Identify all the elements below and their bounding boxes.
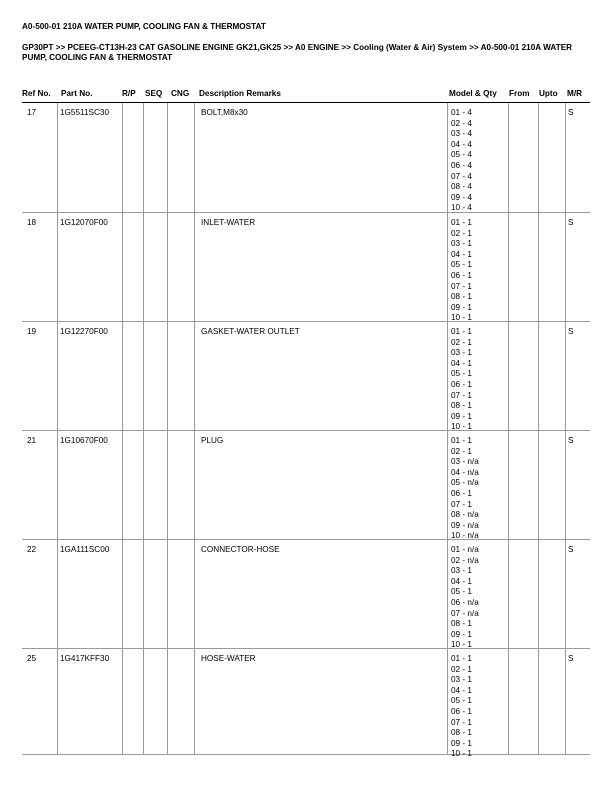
model-qty-list (451, 108, 472, 214)
table-row (22, 431, 590, 540)
model-qty-item: 03 - 1 (451, 239, 472, 249)
column-divider (57, 103, 58, 212)
model-qty-item: 02 - 1 (451, 446, 472, 456)
column-divider (508, 649, 509, 754)
column-divider (143, 322, 144, 430)
model-qty-item: 06 - 1 (451, 706, 472, 716)
part-no-cell: 1G10670F00 (60, 436, 108, 445)
breadcrumb: GP30PT >> PCEEG-CT13H-23 CAT GASOLINE ENGINE GK21,GK25 >> A0 ENGINE >> Cooling (Water & Air) System >> A0-500-01 210A WATER PUMP, COOLING FAN & THERMOSTAT (22, 43, 573, 62)
model-qty-item: 01 - 1 (451, 218, 472, 227)
part-no-cell: 1G5511SC30 (60, 108, 110, 117)
column-divider (143, 540, 144, 648)
model-qty-item: 06 - 1 (451, 270, 472, 280)
model-qty-item: 07 - 1 (451, 390, 472, 400)
table-row (22, 540, 590, 649)
column-divider (565, 649, 566, 754)
parts-table (22, 103, 590, 759)
model-qty-item: 03 - 4 (451, 129, 472, 139)
col-header-part-no: Part No. (61, 89, 93, 98)
model-qty-item: 03 - 1 (451, 675, 472, 685)
mr-cell: S (568, 108, 574, 117)
model-qty-item: 06 - n/a (451, 597, 479, 607)
column-divider (122, 431, 123, 539)
column-divider (447, 322, 448, 430)
ref-no-cell: 25 (27, 654, 37, 663)
part-no-cell: 1G417KFF30 (60, 654, 110, 663)
model-qty-item: 10 - 1 (451, 640, 472, 650)
part-no-cell: 1GA111SC00 (60, 545, 110, 554)
column-divider (57, 213, 58, 321)
model-qty-item: 05 - 1 (451, 587, 472, 597)
model-qty-list (451, 218, 472, 324)
ref-no-cell: 19 (27, 327, 37, 336)
column-divider (194, 431, 195, 539)
col-header-model-qty: Model & Qty (449, 89, 497, 98)
model-qty-list (451, 436, 479, 542)
model-qty-item: 04 - 1 (451, 249, 472, 259)
column-divider (538, 431, 539, 539)
column-divider (122, 540, 123, 648)
model-qty-item: 06 - 1 (451, 379, 472, 389)
table-row (22, 649, 590, 759)
model-qty-item: 05 - n/a (451, 478, 479, 488)
model-qty-item: 08 - 1 (451, 401, 472, 411)
column-divider (538, 103, 539, 212)
model-qty-item: 08 - 4 (451, 182, 472, 192)
mr-cell: S (568, 218, 574, 227)
mr-cell: S (568, 545, 574, 554)
col-header-upto: Upto (539, 89, 558, 98)
ref-no-cell: 21 (27, 436, 37, 445)
ref-no-cell: 18 (27, 218, 37, 227)
column-divider (447, 431, 448, 539)
mr-cell: S (568, 436, 574, 445)
col-header-description: Description Remarks (199, 89, 281, 98)
model-qty-item: 01 - n/a (451, 545, 479, 554)
model-qty-item: 02 - 1 (451, 337, 472, 347)
mr-cell: S (568, 327, 574, 336)
column-divider (508, 213, 509, 321)
model-qty-item: 02 - 1 (451, 228, 472, 238)
col-header-seq: SEQ (145, 89, 163, 98)
description-cell: HOSE-WATER (201, 654, 256, 663)
column-divider (565, 322, 566, 430)
col-header-from: From (509, 89, 530, 98)
model-qty-item: 10 - 4 (451, 203, 472, 213)
column-divider (447, 649, 448, 754)
model-qty-item: 09 - 1 (451, 629, 472, 639)
column-divider (447, 540, 448, 648)
part-no-cell: 1G12070F00 (60, 218, 108, 227)
column-divider (167, 431, 168, 539)
column-divider (143, 431, 144, 539)
column-divider (122, 322, 123, 430)
model-qty-item: 07 - 1 (451, 717, 472, 727)
model-qty-item: 09 - 1 (451, 302, 472, 312)
model-qty-list (451, 545, 479, 651)
model-qty-item: 06 - 4 (451, 160, 472, 170)
model-qty-item: 07 - 1 (451, 499, 472, 509)
model-qty-item: 08 - 1 (451, 619, 472, 629)
column-divider (167, 322, 168, 430)
column-divider (122, 103, 123, 212)
model-qty-item: 09 - 1 (451, 411, 472, 421)
model-qty-item: 03 - 1 (451, 348, 472, 358)
description-cell: INLET-WATER (201, 218, 256, 227)
model-qty-item: 01 - 1 (451, 327, 472, 336)
model-qty-item: 03 - 1 (451, 566, 472, 576)
model-qty-item: 08 - 1 (451, 292, 472, 302)
model-qty-item: 07 - n/a (451, 608, 479, 618)
model-qty-item: 07 - 1 (451, 281, 472, 291)
ref-no-cell: 22 (27, 545, 37, 554)
column-divider (57, 540, 58, 648)
column-divider (143, 213, 144, 321)
model-qty-item: 09 - 4 (451, 192, 472, 202)
model-qty-item: 01 - 1 (451, 654, 472, 663)
model-qty-item: 03 - n/a (451, 457, 479, 467)
column-divider (57, 431, 58, 539)
model-qty-list (451, 654, 472, 760)
description-cell: PLUG (201, 436, 224, 445)
column-divider (57, 322, 58, 430)
column-divider (194, 649, 195, 754)
model-qty-item: 08 - n/a (451, 510, 479, 520)
column-divider (508, 540, 509, 648)
model-qty-list (451, 327, 472, 433)
page-title: A0-500-01 210A WATER PUMP, COOLING FAN & THERMOSTAT (22, 22, 266, 31)
column-divider (508, 322, 509, 430)
model-qty-item: 06 - 1 (451, 488, 472, 498)
model-qty-item: 01 - 1 (451, 436, 472, 445)
col-header-ref-no: Ref No. (22, 89, 51, 98)
column-divider (508, 431, 509, 539)
model-qty-item: 01 - 4 (451, 108, 472, 117)
column-divider (565, 103, 566, 212)
col-header-rp: R/P (122, 89, 136, 98)
column-divider (194, 103, 195, 212)
model-qty-item: 07 - 4 (451, 171, 472, 181)
column-divider (167, 540, 168, 648)
column-divider (447, 103, 448, 212)
description-cell: BOLT,M8x30 (201, 108, 248, 117)
model-qty-item: 08 - 1 (451, 728, 472, 738)
table-row (22, 213, 590, 322)
column-divider (167, 213, 168, 321)
description-cell: GASKET-WATER OUTLET (201, 327, 300, 336)
table-row (22, 322, 590, 431)
model-qty-item: 05 - 1 (451, 260, 472, 270)
column-divider (167, 103, 168, 212)
model-qty-item: 04 - 1 (451, 576, 472, 586)
column-divider (194, 540, 195, 648)
model-qty-item: 02 - 1 (451, 664, 472, 674)
ref-no-cell: 17 (27, 108, 37, 117)
column-divider (565, 213, 566, 321)
column-divider (194, 213, 195, 321)
column-divider (57, 649, 58, 754)
model-qty-item: 02 - n/a (451, 555, 479, 565)
column-divider (538, 540, 539, 648)
col-header-mr: M/R (567, 89, 583, 98)
column-divider (143, 649, 144, 754)
mr-cell: S (568, 654, 574, 663)
table-row (22, 103, 590, 213)
column-divider (538, 213, 539, 321)
model-qty-item: 10 - n/a (451, 531, 479, 541)
column-divider (143, 103, 144, 212)
col-header-cng: CNG (171, 89, 190, 98)
model-qty-item: 02 - 4 (451, 118, 472, 128)
column-divider (447, 213, 448, 321)
column-divider (122, 213, 123, 321)
column-divider (122, 649, 123, 754)
column-divider (565, 540, 566, 648)
model-qty-item: 10 - 1 (451, 313, 472, 323)
model-qty-item: 04 - 1 (451, 358, 472, 368)
column-divider (508, 103, 509, 212)
column-divider (565, 431, 566, 539)
description-cell: CONNECTOR-HOSE (201, 545, 280, 554)
model-qty-item: 04 - 1 (451, 685, 472, 695)
column-divider (194, 322, 195, 430)
column-divider (167, 649, 168, 754)
model-qty-item: 09 - 1 (451, 738, 472, 748)
model-qty-item: 04 - n/a (451, 467, 479, 477)
model-qty-item: 05 - 1 (451, 696, 472, 706)
model-qty-item: 04 - 4 (451, 139, 472, 149)
part-no-cell: 1G12270F00 (60, 327, 108, 336)
model-qty-item: 05 - 1 (451, 369, 472, 379)
model-qty-item: 09 - n/a (451, 520, 479, 530)
model-qty-item: 05 - 4 (451, 150, 472, 160)
column-divider (538, 649, 539, 754)
model-qty-item: 10 - 1 (451, 422, 472, 432)
column-divider (538, 322, 539, 430)
model-qty-item: 10 - 1 (451, 749, 472, 759)
